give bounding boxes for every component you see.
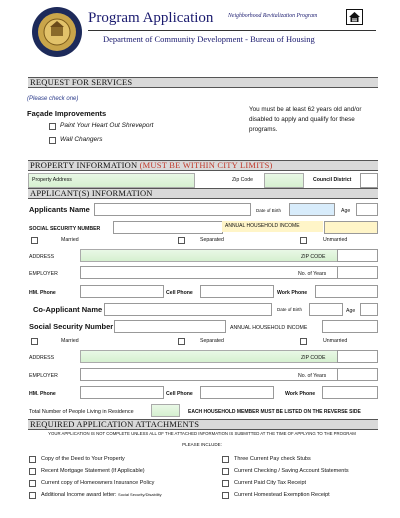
coapplicant-dob-field[interactable] xyxy=(309,303,343,316)
coapplicant-dob-label: Date of Birth xyxy=(277,307,303,312)
applicant-separated-label: Separated xyxy=(200,237,224,243)
applicant-dob-label: Date of Birth xyxy=(256,208,282,213)
option-wall-label: Wall Changers xyxy=(60,136,103,143)
attachments-notice: YOUR APPLICATION IS NOT COMPLETE UNLESS ALL OF THE ATTACHED INFORMATION IS SUBMITTED AT THE TIME OF APPLYING TO THE PROGRAM xyxy=(48,431,356,436)
applicant-address-label: ADDRESS xyxy=(29,254,55,260)
attach-paystubs-checkbox[interactable] xyxy=(222,456,229,463)
attach-income-label xyxy=(41,492,162,498)
coapplicant-years-label: No. of Years xyxy=(298,373,327,379)
applicant-unmarried-checkbox[interactable] xyxy=(300,237,307,244)
section-request-services: REQUEST FOR SERVICES xyxy=(28,77,378,88)
applicant-work-phone-label: Work Phone xyxy=(277,290,308,296)
coapplicant-unmarried-label: Unmarried xyxy=(323,338,348,344)
applicant-name-field[interactable] xyxy=(94,203,251,216)
applicant-zip-label: ZIP CODE xyxy=(301,254,326,260)
coapplicant-married-checkbox[interactable] xyxy=(31,338,38,345)
property-zip-field[interactable] xyxy=(264,173,304,188)
section-property xyxy=(28,160,378,171)
applicant-zip-field[interactable] xyxy=(337,249,378,262)
page-title: Program Application xyxy=(88,10,214,26)
applicant-years-field[interactable] xyxy=(337,266,378,279)
eligibility-note: You must be at least 62 years old and/or disabled to apply and qualify for these programs. xyxy=(249,106,362,133)
attach-deed-label: Copy of the Deed to Your Property xyxy=(41,456,125,462)
check-one-hint: (Please check one) xyxy=(27,96,79,102)
coapplicant-ssn-label: Social Security Number xyxy=(29,322,114,331)
department-name: Department of Community Development - Bureau of Housing xyxy=(103,34,315,44)
applicant-married-label: Married xyxy=(61,237,79,243)
coapplicant-zip-field[interactable] xyxy=(337,350,378,363)
applicant-unmarried-label: Unmarried xyxy=(323,237,348,243)
program-subtitle: Neighborhood Revitalization Program xyxy=(228,13,318,19)
attach-bank-checkbox[interactable] xyxy=(222,468,229,475)
section-attachments: REQUIRED APPLICATION ATTACHMENTS xyxy=(28,419,378,430)
coapplicant-hm-phone-field[interactable] xyxy=(80,386,164,399)
household-total-field[interactable] xyxy=(151,404,180,417)
attach-deed-checkbox[interactable] xyxy=(29,456,36,463)
coapplicant-cell-phone-label: Cell Phone xyxy=(166,391,193,397)
applicant-name-label: Applicants Name xyxy=(29,205,90,214)
attach-insurance-checkbox[interactable] xyxy=(29,480,36,487)
coapplicant-unmarried-checkbox[interactable] xyxy=(300,338,307,345)
coapplicant-age-field[interactable] xyxy=(360,303,378,316)
attach-bank-label: Current Checking / Saving Account Statements xyxy=(234,468,349,474)
attach-paystubs-label: Three Current Pay check Stubs xyxy=(234,456,311,462)
applicant-ssn-label: SOCIAL SECURITY NUMBER xyxy=(29,226,101,232)
please-include-label: PLEASE INCLUDE: xyxy=(182,442,222,447)
property-address-label: Property Address xyxy=(32,177,72,183)
applicant-years-label: No. of Years xyxy=(298,271,327,277)
applicant-married-checkbox[interactable] xyxy=(31,237,38,244)
property-heading-note: (MUST BE WITHIN CITY LIMITS) xyxy=(139,160,273,170)
attach-mortgage-checkbox[interactable] xyxy=(29,468,36,475)
attach-insurance-label: Current copy of Homeowners Insurance Policy xyxy=(41,480,155,486)
coapplicant-work-phone-field[interactable] xyxy=(322,386,378,399)
coapplicant-hm-phone-label: HM. Phone xyxy=(29,391,56,397)
coapplicant-age-label: Age xyxy=(346,308,356,314)
attach-homestead-label: Current Homestead Exemption Receipt xyxy=(234,492,330,498)
attach-income-checkbox[interactable] xyxy=(29,492,36,499)
coapplicant-employer-label: EMPLOYER xyxy=(29,373,58,379)
applicant-ssn-field[interactable] xyxy=(113,221,223,234)
applicant-income-label: ANNUAL HOUSEHOLD INCOME xyxy=(222,221,323,232)
applicant-employer-label: EMPLOYER xyxy=(29,271,58,277)
applicant-hm-phone-field[interactable] xyxy=(80,285,164,298)
option-paint-label: Paint Your Heart Out Shreveport xyxy=(60,122,154,129)
applicant-cell-phone-label: Cell Phone xyxy=(166,290,193,296)
household-total-label: Total Number of People Living in Residence xyxy=(29,409,134,415)
attach-tax-label: Current Paid City Tax Receipt xyxy=(234,480,307,486)
coapplicant-name-label: Co-Applicant Name xyxy=(33,305,103,314)
applicant-income-field[interactable] xyxy=(324,221,378,234)
coapplicant-work-phone-label: Work Phone xyxy=(285,391,316,397)
attach-income-small: Social Security/Disability xyxy=(118,492,162,497)
coapplicant-separated-label: Separated xyxy=(200,338,224,344)
coapplicant-address-label: ADDRESS xyxy=(29,355,55,361)
attach-tax-checkbox[interactable] xyxy=(222,480,229,487)
council-district-field[interactable] xyxy=(360,173,378,188)
coapplicant-separated-checkbox[interactable] xyxy=(178,338,185,345)
zip-code-label: Zip Code xyxy=(232,177,254,183)
coapplicant-income-label: ANNUAL HOUSEHOLD INCOME xyxy=(230,325,308,331)
coapplicant-address-field[interactable] xyxy=(80,350,338,363)
council-district-label: Council District xyxy=(313,177,352,183)
household-members-note: EACH HOUSEHOLD MEMBER MUST BE LISTED ON THE REVERSE SIDE xyxy=(188,409,361,415)
applicant-hm-phone-label: HM. Phone xyxy=(29,290,56,296)
city-seal-logo xyxy=(31,6,83,58)
applicant-cell-phone-field[interactable] xyxy=(200,285,274,298)
applicant-age-field[interactable] xyxy=(356,203,378,216)
applicant-address-field[interactable] xyxy=(80,249,338,262)
coapplicant-years-field[interactable] xyxy=(337,368,378,381)
applicant-age-label: Age xyxy=(341,208,351,214)
coapplicant-ssn-field[interactable] xyxy=(114,320,226,333)
attach-homestead-checkbox[interactable] xyxy=(222,492,229,499)
checkbox-wall-changers[interactable] xyxy=(49,137,56,144)
checkbox-paint[interactable] xyxy=(49,123,56,130)
coapplicant-cell-phone-field[interactable] xyxy=(200,386,274,399)
equal-housing-icon xyxy=(346,9,363,25)
applicant-separated-checkbox[interactable] xyxy=(178,237,185,244)
applicant-dob-field[interactable] xyxy=(289,203,335,216)
section-applicant: APPLICANT(S) INFORMATION xyxy=(28,188,378,199)
attach-income-text: Additional Income award letter: xyxy=(41,492,117,498)
attach-mortgage-label: Recent Mortgage Statement (If Applicable) xyxy=(41,468,145,474)
applicant-work-phone-field[interactable] xyxy=(315,285,378,298)
coapplicant-married-label: Married xyxy=(61,338,79,344)
coapplicant-income-field[interactable] xyxy=(322,320,378,333)
coapplicant-name-field[interactable] xyxy=(104,303,272,316)
coapplicant-zip-label: ZIP CODE xyxy=(301,355,326,361)
facade-heading: Façade Improvements xyxy=(27,109,107,118)
property-heading: PROPERTY INFORMATION xyxy=(30,160,138,170)
